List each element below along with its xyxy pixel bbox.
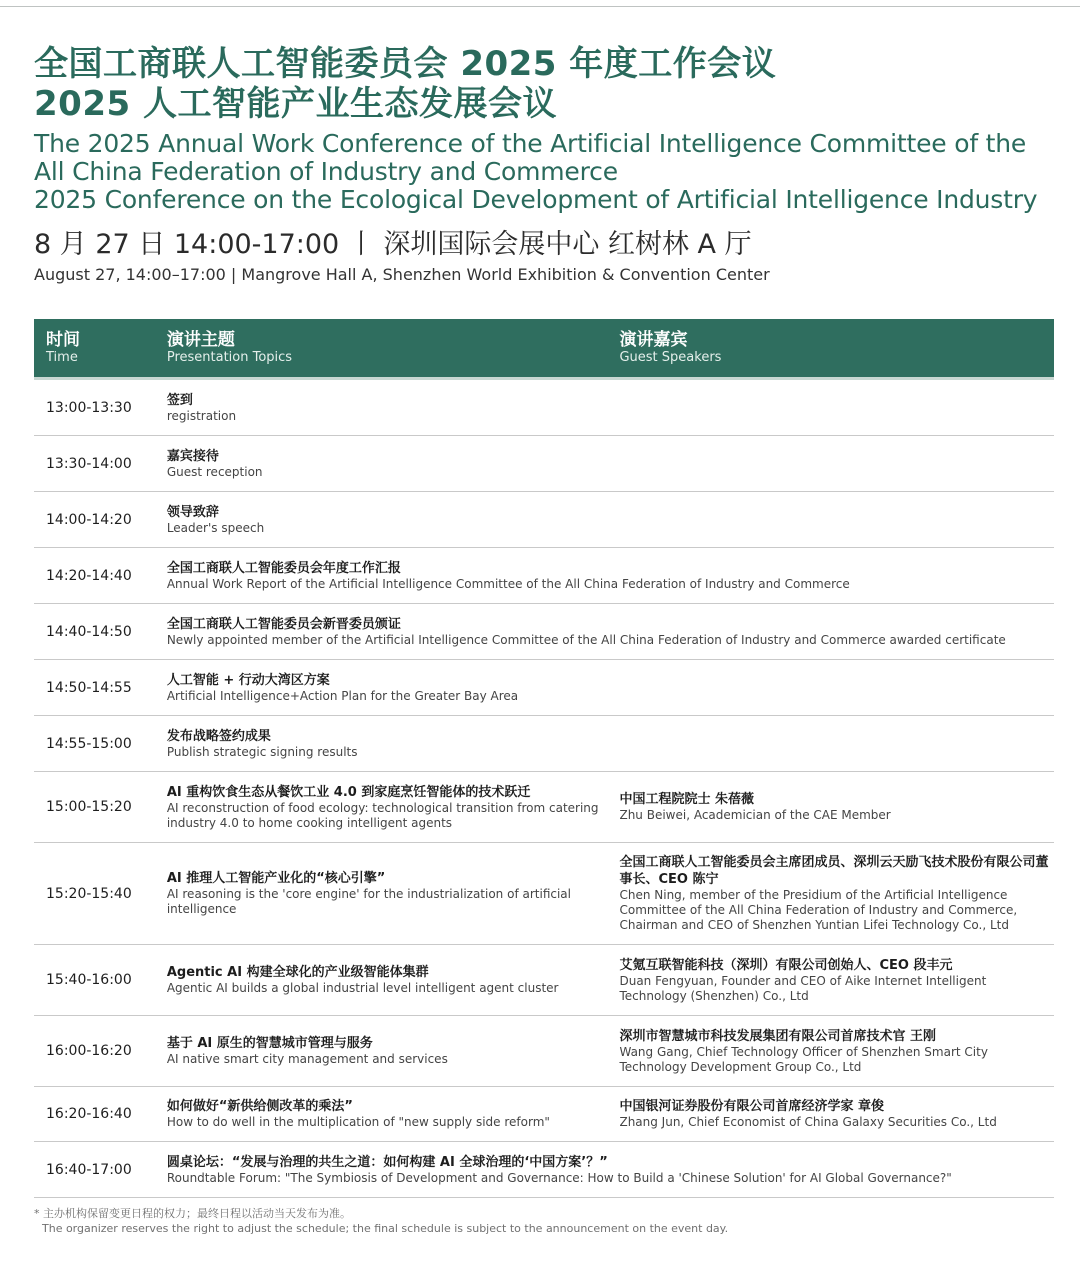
row-time: 15:20-15:40	[34, 843, 155, 945]
speaker-cn: 中国银河证券股份有限公司首席经济学家 章俊	[619, 1099, 884, 1114]
row-speaker	[607, 772, 1054, 843]
row-time: 14:00-14:20	[34, 492, 155, 548]
speaker-en: Duan Fengyuan, Founder and CEO of Aike Internet Intelligent Technology (Shenzhen) Co., Ltd	[619, 973, 987, 1003]
topic-cn: 发布战略签约成果	[166, 728, 271, 744]
footnote	[34, 1206, 1054, 1236]
table-row	[34, 716, 1054, 772]
topic-cn: 全国工商联人工智能委员会年度工作汇报	[166, 560, 401, 576]
speaker-cn: 中国工程院院士 朱蓓薇	[619, 792, 754, 807]
header-time-en: Time	[46, 350, 78, 365]
table-row	[34, 772, 1054, 843]
title-cn-line1: 全国工商联人工智能委员会 2025 年度工作会议	[34, 44, 777, 84]
topic-cn: 圆桌论坛：“发展与治理的共生之道：如何构建 AI 全球治理的‘中国方案’？”	[166, 1154, 608, 1170]
header-topic-cn: 演讲主题	[166, 330, 235, 350]
topic-cn: 人工智能 + 行动大湾区方案	[166, 672, 330, 688]
row-speaker	[607, 1016, 1054, 1087]
speaker-cn: 艾氪互联智能科技（深圳）有限公司创始人、CEO 段丰元	[619, 957, 953, 973]
row-time: 15:40-16:00	[34, 945, 155, 1016]
row-time: 13:00-13:30	[34, 379, 155, 436]
table-row	[34, 379, 1054, 436]
topic-en: Guest reception	[166, 464, 263, 479]
row-topic	[155, 660, 1054, 716]
topic-cn: Agentic AI 构建全球化的产业级智能体集群	[166, 965, 429, 980]
topic-cn: 如何做好“新供给侧改革的乘法”	[166, 1099, 353, 1114]
row-topic	[155, 492, 1054, 548]
row-time: 14:50-14:55	[34, 660, 155, 716]
row-speaker	[607, 843, 1054, 945]
row-topic	[155, 945, 608, 1016]
date-venue-chinese: 8 月 27 日 14:00-17:00 丨 深圳国际会展中心 红树林 A 厅	[34, 229, 752, 260]
speaker-en: Wang Gang, Chief Technology Officer of Shenzhen Smart City Technology Development Group Co., Ltd	[619, 1044, 988, 1074]
table-row	[34, 843, 1054, 945]
topic-cn: 基于 AI 原生的智慧城市管理与服务	[166, 1036, 373, 1051]
topic-cn: AI 推理人工智能产业化的“核心引擎”	[166, 871, 386, 886]
row-time: 15:00-15:20	[34, 772, 155, 843]
header-speaker	[607, 319, 1054, 379]
topic-en: registration	[166, 408, 237, 423]
table-row	[34, 548, 1054, 604]
topic-en: AI reasoning is the 'core engine' for the industrialization of artificial intelligence	[166, 887, 571, 916]
row-time: 16:40-17:00	[34, 1142, 155, 1198]
row-time: 13:30-14:00	[34, 436, 155, 492]
topic-en: Artificial Intelligence+Action Plan for the Greater Bay Area	[166, 688, 519, 703]
row-topic	[155, 1142, 1054, 1198]
table-row	[34, 1016, 1054, 1087]
table-row	[34, 436, 1054, 492]
topic-en: How to do well in the multiplication of "new supply side reform"	[166, 1115, 550, 1129]
table-row	[34, 945, 1054, 1016]
header-speaker-cn: 演讲嘉宾	[619, 330, 688, 350]
topic-cn: 签到	[166, 392, 193, 408]
page-header	[34, 44, 1054, 286]
topic-cn: 领导致辞	[166, 504, 219, 520]
topic-en: Leader's speech	[166, 520, 265, 535]
title-en-line3: 2025 Conference on the Ecological Development of Artificial Intelligence Industry	[34, 185, 1038, 214]
table-row	[34, 604, 1054, 660]
speaker-en: Zhu Beiwei, Academician of the CAE Member	[619, 808, 891, 822]
title-en-line1: The 2025 Annual Work Conference of the Artificial Intelligence Committee of the	[34, 129, 1027, 158]
schedule-table	[34, 319, 1054, 1198]
header-time	[34, 319, 155, 379]
row-speaker	[607, 945, 1054, 1016]
topic-cn: AI 重构饮食生态从餐饮工业 4.0 到家庭烹饪智能体的技术跃迁	[166, 784, 531, 800]
row-topic	[155, 716, 1054, 772]
row-topic	[155, 548, 1054, 604]
table-row	[34, 1142, 1054, 1198]
topic-en: Publish strategic signing results	[166, 744, 358, 759]
speaker-cn: 全国工商联人工智能委员会主席团成员、深圳云天励飞技术股份有限公司董事长、CEO 陈宁	[619, 855, 1049, 887]
topic-en: Newly appointed member of the Artificial Intelligence Committee of the All China Federation of Industry and Commerce awarded certificate	[166, 632, 1006, 647]
row-topic	[155, 379, 1054, 436]
row-topic	[155, 1087, 608, 1142]
topic-cn: 嘉宾接待	[166, 448, 219, 464]
footnote-cn: * 主办机构保留变更日程的权力；最终日程以活动当天发布为准。	[34, 1207, 351, 1220]
table-row	[34, 492, 1054, 548]
header-speaker-en: Guest Speakers	[619, 350, 722, 365]
topic-en: Agentic AI builds a global industrial level intelligent agent cluster	[166, 981, 559, 995]
speaker-en: Chen Ning, member of the Presidium of the Artificial Intelligence Committee of the All China Federation of Industry and Commerce, Chairman and CEO of Shenzhen Yuntian Lifei Technology Co., Ltd	[619, 888, 1018, 932]
row-time: 14:20-14:40	[34, 548, 155, 604]
topic-en: AI reconstruction of food ecology: technological transition from catering industry 4.0 to home cooking intelligent agents	[166, 800, 599, 830]
date-venue-english: August 27, 14:00–17:00 | Mangrove Hall A, Shenzhen World Exhibition & Convention Center	[34, 265, 770, 284]
title-cn-line2: 2025 人工智能产业生态发展会议	[34, 84, 557, 124]
title-english	[34, 130, 1054, 214]
row-topic	[155, 843, 608, 945]
speaker-en: Zhang Jun, Chief Economist of China Galaxy Securities Co., Ltd	[619, 1115, 997, 1129]
header-topic-en: Presentation Topics	[166, 350, 293, 365]
row-time: 16:00-16:20	[34, 1016, 155, 1087]
footnote-en: The organizer reserves the right to adjust the schedule; the final schedule is subject to the announcement on the event day.	[42, 1222, 729, 1235]
table-header-row	[34, 319, 1054, 379]
header-time-cn: 时间	[46, 330, 80, 350]
row-speaker	[607, 1087, 1054, 1142]
row-topic	[155, 772, 608, 843]
title-chinese	[34, 44, 1054, 124]
title-en-line2: All China Federation of Industry and Commerce	[34, 157, 618, 186]
topic-en: AI native smart city management and services	[166, 1052, 448, 1066]
topic-en: Roundtable Forum: "The Symbiosis of Development and Governance: How to Build a 'Chinese Solution' for AI Global Governance?"	[166, 1170, 952, 1185]
table-row	[34, 1087, 1054, 1142]
topic-cn: 全国工商联人工智能委员会新晋委员颁证	[166, 616, 401, 632]
row-time: 14:55-15:00	[34, 716, 155, 772]
row-topic	[155, 1016, 608, 1087]
table-row	[34, 660, 1054, 716]
row-topic	[155, 604, 1054, 660]
row-topic	[155, 436, 1054, 492]
speaker-cn: 深圳市智慧城市科技发展集团有限公司首席技术官 王刚	[619, 1028, 936, 1044]
row-time: 16:20-16:40	[34, 1087, 155, 1142]
top-divider	[0, 6, 1080, 7]
topic-en: Annual Work Report of the Artificial Intelligence Committee of the All China Federation of Industry and Commerce	[166, 576, 850, 591]
header-topic	[155, 319, 608, 379]
row-time: 14:40-14:50	[34, 604, 155, 660]
